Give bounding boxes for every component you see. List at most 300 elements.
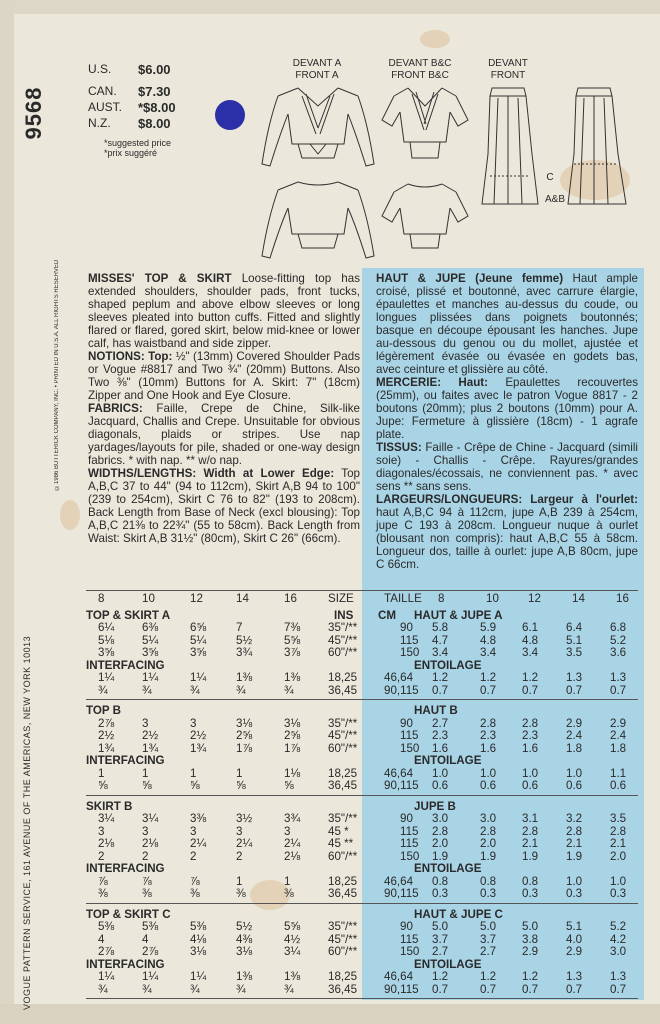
- yardage-value: ¾: [236, 982, 246, 996]
- yardage-value: 3⅛: [190, 945, 207, 958]
- section-heading-row: [86, 704, 638, 717]
- fabric-width: 45 *: [328, 824, 349, 838]
- yardage-value: ⅜: [190, 887, 200, 900]
- size-header: 10: [142, 592, 155, 605]
- meter-value: 1.9: [522, 849, 539, 863]
- interfacing-heading-row: [86, 958, 638, 971]
- blue-dot-icon: [215, 100, 245, 130]
- meter-value: 2.3: [522, 729, 539, 742]
- meter-value: 2.7: [432, 716, 449, 730]
- yardage-value: 1: [236, 874, 243, 888]
- table-row: [86, 767, 638, 780]
- interfacing-label: INTERFACING: [86, 658, 165, 672]
- meter-value: 0.6: [522, 779, 539, 792]
- yardage-value: ⅞: [98, 874, 108, 888]
- section-title-fr: HAUT & JUPE C: [414, 907, 503, 921]
- meter-value: 2.8: [522, 824, 539, 838]
- yardage-value: 1: [236, 766, 243, 780]
- suggested-price-note: *suggested price *prix suggéré: [104, 138, 172, 158]
- yardage-value: 1¾: [98, 741, 115, 755]
- fabric-width-cm: 150: [400, 646, 420, 659]
- meter-value: 5.0: [432, 920, 449, 933]
- yardage-value: 5⅜: [98, 920, 115, 933]
- meter-value: 0.3: [566, 887, 583, 900]
- meter-value: 4.0: [566, 932, 583, 946]
- tissus-section: TISSUS: Faille - Crêpe de Chine - Jacquard (simili soie) - Challis - Crêpe. Rayures/grandes diagonales/écossais, ne conviennent pas. * avec sens ** sans sens.: [376, 441, 638, 493]
- meter-value: 2.9: [610, 716, 627, 730]
- meter-value: 0.3: [480, 887, 497, 900]
- view-label-skirt-front: DEVANT FRONT: [488, 58, 528, 81]
- meter-value: 3.7: [480, 932, 497, 946]
- yardage-value: 3⅞: [284, 646, 301, 659]
- yardage-value: 1¼: [190, 970, 207, 983]
- table-row: [86, 717, 638, 730]
- meter-value: 1.2: [480, 671, 497, 684]
- yardage-value: 1⅛: [284, 766, 301, 780]
- meter-value: 1.2: [480, 970, 497, 983]
- yardage-value: ¾: [98, 683, 108, 697]
- table-row: [86, 983, 638, 996]
- top-a-front-illustration: [258, 84, 378, 174]
- meter-value: 3.1: [522, 812, 539, 825]
- fabric-width-cm: 150: [400, 741, 420, 755]
- meter-value: 3.4: [432, 646, 449, 659]
- yardage-value: 3: [190, 824, 197, 838]
- yardage-value: 3⅝: [142, 646, 159, 659]
- meter-value: 0.6: [432, 779, 449, 792]
- meter-value: 5.9: [480, 621, 497, 634]
- fabric-width: 35"/**: [328, 716, 358, 730]
- meter-value: 1.0: [480, 766, 497, 780]
- yardage-value: 6⅜: [142, 621, 159, 634]
- yardage-value: 1⅜: [236, 671, 253, 684]
- meter-value: 0.8: [432, 874, 449, 888]
- notions-section: NOTIONS: Top: ½" (13mm) Covered Shoulder Pads or Vogue #8817 and Two ¾" (20mm) Buttons. Also Two ⅜" (10mm) Buttons for A. Skirt: 7" (18cm) Zipper and One Hook and Eye Closure.: [88, 350, 360, 402]
- pattern-number: 9568: [21, 86, 46, 140]
- entoilage-label: ENTOILAGE: [414, 754, 482, 767]
- table-row: [86, 684, 638, 697]
- yardage-value: ⅜: [98, 887, 108, 900]
- interfacing-width: 18,25: [328, 671, 358, 684]
- mercerie-section: MERCERIE: Haut: Epaulettes recouvertes (25mm), ou faites avec le patron Vogue 8817 - 2 boutons (20mm); plus 2 boutons (10mm) pour A. Jupe: Fermeture à glissière (18cm) - 1 agrafe plate.: [376, 376, 638, 441]
- meter-value: 5.2: [610, 633, 627, 647]
- widths-section: WIDTHS/LENGTHS: Width at Lower Edge: Top A,B,C 37 to 44" (94 to 112cm), Skirt A,B 94 to 100" (239 to 254cm), Skirt C 76 to 82" (193 to 208cm). Back Length from Base of Neck (excl blousing): Top A,B,C 21⅜ to 22¾" (55 to 58cm). Back Length from Waist: Skirt A,B 31½" (80cm), Skirt C 26" (66cm).: [88, 467, 360, 545]
- yardage-value: 5⅛: [98, 633, 115, 647]
- taille-header: 12: [528, 592, 541, 605]
- meter-value: 1.3: [610, 970, 627, 983]
- meter-value: 3.0: [610, 945, 627, 958]
- fabric-width: 45"/**: [328, 932, 358, 946]
- yardage-value: 2¼: [236, 837, 253, 850]
- meter-value: 4.7: [432, 633, 449, 647]
- meter-value: 3.5: [610, 812, 627, 825]
- yardage-value: 3⅝: [98, 646, 115, 659]
- desc-heading: MISSES' TOP & SKIRT Loose-fitting top has extended shoulders, shoulder pads, front tucks, shaped peplum and above elbow sleeves or long sleeves pleated into button cuffs. Fitted and slightly flared or flared, gored skirt, below mid-knee or lower calf, has waistband and side zipper.: [88, 272, 360, 350]
- yardage-value: 3⅝: [190, 646, 207, 659]
- yardage-value: 6¼: [98, 621, 115, 634]
- size-header: 16: [284, 592, 297, 605]
- fabric-width: 60"/**: [328, 741, 358, 755]
- meter-value: 2.9: [522, 945, 539, 958]
- meter-value: 2.8: [480, 716, 497, 730]
- yardage-value: 3: [284, 824, 291, 838]
- table-row: [86, 920, 638, 933]
- yardage-value: 4: [142, 932, 149, 946]
- yardage-value: 2⅞: [98, 945, 115, 958]
- meter-value: 1.0: [566, 874, 583, 888]
- interfacing-width-cm: 46,64: [384, 766, 414, 780]
- yardage-value: 4½: [284, 932, 301, 946]
- table-row: [86, 933, 638, 946]
- meter-value: 1.3: [566, 671, 583, 684]
- yardage-value: 3: [142, 824, 149, 838]
- entoilage-label: ENTOILAGE: [414, 862, 482, 875]
- yardage-value: 2⅛: [98, 837, 115, 850]
- yardage-value: 1⅜: [284, 671, 301, 684]
- fabric-width-cm: 90: [400, 812, 413, 825]
- yardage-value: 3: [142, 716, 149, 730]
- taille-label: TAILLE: [384, 592, 422, 605]
- interfacing-width: 36,45: [328, 982, 358, 996]
- meter-value: 3.7: [432, 932, 449, 946]
- meter-value: 1.0: [432, 766, 449, 780]
- interfacing-label: INTERFACING: [86, 862, 165, 875]
- yardage-value: 3¾: [284, 812, 301, 825]
- meter-value: 2.0: [432, 837, 449, 850]
- yardage-value: ¾: [284, 982, 294, 996]
- meter-value: 0.6: [480, 779, 497, 792]
- yardage-value: 2⅞: [98, 716, 115, 730]
- view-label-c: C: [546, 172, 554, 183]
- meter-value: 2.7: [432, 945, 449, 958]
- yardage-value: 5⅝: [284, 920, 301, 933]
- size-header: 8: [98, 592, 105, 605]
- yardage-value: 1¼: [98, 671, 115, 684]
- meter-value: 0.7: [480, 683, 497, 697]
- fabric-width: 60"/**: [328, 945, 358, 958]
- meter-value: 0.7: [566, 683, 583, 697]
- section-heading-row: [86, 908, 638, 921]
- description-english: [88, 272, 360, 545]
- meter-value: 2.8: [522, 716, 539, 730]
- meter-value: 2.0: [480, 837, 497, 850]
- meter-value: 4.8: [522, 633, 539, 647]
- size-label: SIZE: [328, 592, 354, 605]
- yardage-value: 1⅜: [236, 970, 253, 983]
- yardage-value: 3¼: [142, 812, 159, 825]
- meter-value: 0.7: [432, 982, 449, 996]
- meter-value: 1.3: [566, 970, 583, 983]
- yardage-value: 2: [98, 849, 105, 863]
- table-row: [86, 671, 638, 684]
- meter-value: 2.8: [610, 824, 627, 838]
- fabric-width: 60"/**: [328, 849, 358, 863]
- section-heading-row: [86, 609, 638, 622]
- size-header: 14: [236, 592, 249, 605]
- meter-value: 3.5: [566, 646, 583, 659]
- interfacing-width-cm: 90,115: [384, 887, 419, 900]
- meter-value: 1.2: [522, 970, 539, 983]
- meter-value: 6.1: [522, 621, 539, 634]
- fabric-width-cm: 115: [400, 837, 419, 850]
- meter-value: 0.8: [522, 874, 539, 888]
- meter-value: 1.0: [522, 766, 539, 780]
- yardage-value: ⅞: [190, 874, 200, 888]
- largeurs-section: LARGEURS/LONGUEURS: Largeur à l'ourlet: haut A,B,C 94 à 112cm, jupe A,B 239 à 254cm, jupe C 193 à 208cm. Longueur nuque à ourlet (blousant non compris): haut A,B,C 55 à 58cm. Longueur dos, taille à ourlet: jupe A,B 80cm, jupe C 66cm.: [376, 493, 638, 571]
- yardage-value: 5⅜: [142, 920, 159, 933]
- meter-value: 2.8: [566, 824, 583, 838]
- meter-value: 0.7: [432, 683, 449, 697]
- view-label-front-a: DEVANT A FRONT A: [292, 58, 342, 81]
- meter-value: 5.0: [522, 920, 539, 933]
- meter-value: 0.7: [610, 683, 627, 697]
- table-row: [86, 779, 638, 792]
- meter-value: 1.0: [610, 874, 627, 888]
- left-flap: [0, 0, 14, 1024]
- meter-value: 2.9: [566, 945, 583, 958]
- meter-value: 2.1: [610, 837, 627, 850]
- table-row: [86, 837, 638, 850]
- fabric-width-cm: 150: [400, 849, 420, 863]
- table-row: [86, 812, 638, 825]
- yardage-value: ¾: [142, 683, 152, 697]
- stain: [60, 500, 80, 530]
- yardage-value: 3¼: [284, 945, 301, 958]
- view-label-ab: A&B: [544, 194, 565, 205]
- taille-header: 14: [572, 592, 585, 605]
- meter-value: 3.2: [566, 812, 583, 825]
- yardage-value: 1¼: [190, 671, 207, 684]
- meter-value: 1.8: [566, 741, 583, 755]
- meter-value: 0.3: [610, 887, 627, 900]
- entoilage-label: ENTOILAGE: [414, 658, 482, 672]
- fabric-width: 35"/**: [328, 621, 358, 634]
- ins-label: INS: [334, 608, 354, 622]
- yardage-value: 2¼: [190, 837, 207, 850]
- pattern-envelope-back: 9568 VOGUE PATTERN SERVICE, 161 AVENUE OF THE AMERICAS, NEW YORK 10013 ©1986 BUTTERICK COMPANY, INC. • PRINTED IN U.S.A. ALL RIGHTS RESERVED U.S. $6.00 CAN. $7.30 AUST. *$8.00 N.Z. $8.00 *suggested price *prix suggéré DEVANT A FRONT A DEVANT B&C FRONT B&C DEVANT FRONT C A&B MISSES' TOP & SKIRT Loose-fitting top has extended shoulders, shoulder pads, front tucks, shaped peplum and above elbow sleeves or long sleeves pleated into button cuffs. Fitted and slightly flared or flared, gored skirt, below mid-knee or lower calf, has waistband and side zipper. NOTIONS: Top: ½" (13mm) Covered Shoulder Pads or Vogue #8817 and Two ¾" (20mm) Buttons. Also Two ⅜" (10mm) Buttons for A. Skirt: 7" (18cm) Zipper and One Hook and Eye Closure. FABRICS: Faille, Crepe de Chine, Silk-like Jacquard, Challis and Crepe. Unsuitable for obvious diagonals, plaids or stripes. Use nap yardages/layouts for pile, shaded or one-way design fabrics. * with nap. ** w/o nap. WIDTHS/LENGTHS: Width at Lower Edge: Top A,B,C 37 to 44" (94 to 112cm), Skirt A,B 94 to 100" (239 to 254cm), Skirt C 76 to 82" (193 to 208cm). Back Length from Base of Neck (excl blousing): Top A,B,C 21⅜ to 22¾" (55 to 58cm). Back Length from Waist: Skirt A,B 31½" (80cm), Skirt C 26" (66cm). HAUT & JUPE (Jeune femme) Haut ample croisé, plissé et boutonné, avec carrure élargie, épaulettes et manches au-dessus du coude, ou longues plissées dans poignets boutonnés; basque en découpe épousant les hanches. Jupe au-dessous du genou ou du mollet, ajustée et légèrement évasée ou évasée en godets bas, avec ceinture et glissière au côté. MERCERIE: Haut: Epaulettes recouvertes (25mm), ou faites avec le patron Vogue 8817 - 2 boutons (20mm); plus 2 boutons (10mm) pour A. Jupe: Fermeture à glissière (18cm) - 1 agrafe plate. TISSUS: Faille - Crêpe de Chine - Jacquard (simili soie) - Challis - Crêpe. Rayures/grandes diagonales/écossais, ne conviennent pas. * avec sens ** sans sens. LARGEURS/LONGUEURS: Largeur à l'ourlet: haut A,B,C 94 à 112cm, jupe A,B 239 à 254cm, jupe C 193 à 208cm. Longueur nuque à ourlet (blousant non compris): haut A,B,C 55 à 58cm. Longueur dos, taille à ourlet: jupe A,B 80cm, jupe C 66cm. 8 10 12 14 16 SIZE TAILLE 8 10 12 14 16 TOP & SKIRT A HAUT & JUPE A INS CM 6¼ 6⅜ 6⅝ 7 7⅜ 35"/** 90 5.8 5.9 6.1 6.4 6.8 5⅛ 5¼ 5¼ 5½ 5⅝ 45"/** 115 4.7 4.8 4.8 5.1 5.2 3⅝ 3⅝ 3⅝ 3¾ 3⅞ 60"/** 150 3.4 3.4 3.4 3.5 3.6 INTERFACING ENTOILAGE 1¼ 1¼ 1¼ 1⅜ 1⅜ 18,25 46,64 1.2 1.2 1.2 1.3 1.3 ¾ ¾ ¾ ¾ ¾ 36,45 90,115 0.7 0.7 0.7 0.7 0.7 TOP B HAUT B 2⅞ 3 3 3⅛ 3⅛ 35"/** 90 2.7 2.8 2.8 2.9 2.9 2½ 2½ 2½ 2⅝ 2⅝ 45"/** 115 2.3 2.3 2.3 2.4 2.4 1¾ 1¾ 1¾ 1⅞ 1⅞ 60"/** 150 1.6 1.6 1.6 1.8 1.8 INTERFACING ENTOILAGE 1 1 1 1 1⅛ 18,25 46,64 1.0 1.0 1.0 1.0 1.1 ⅝ ⅝ ⅝ ⅝ ⅝ 36,45 90,115 0.6 0.6 0.6 0.6 0.6 SKIRT B JUPE B 3¼ 3¼ 3⅜ 3½ 3¾ 35"/** 90 3.0 3.0 3.1 3.2 3.5 3 3 3 3 3 45 * 115 2.8 2.8 2.8 2.8 2.8 2⅛ 2⅛ 2¼ 2¼ 2¼ 45 ** 115 2.0 2.0 2.1 2.1 2.1 2 2 2 2 2⅛ 60"/** 150 1.9 1.9 1.9 1.9 2.0 INTERFACING ENTOILAGE ⅞ ⅞ ⅞ 1 1 18,25 46,64 0.8 0.8 0.8 1.0 1.0 ⅜ ⅜ ⅜ ⅜ ⅜ 36,45 90,115 0.3 0.3 0.3 0.3 0.3 TOP & SKIRT C HAUT & JUPE C 5⅜ 5⅜ 5⅜ 5½ 5⅝ 35"/** 90 5.0 5.0 5.0 5.1 5.2 4 4 4⅛ 4⅜ 4½ 45"/** 115 3.7 3.7 3.8 4.0 4.2 2⅞ 2⅞ 3⅛ 3⅛ 3¼ 60"/** 150 2.7 2.7 2.9 2.9 3.0 INTERFACING ENTOILAGE 1¼ 1¼ 1¼ 1⅜ 1⅜ 18,25 46,64 1.2 1.2 1.2 1.3 1.3 ¾ ¾ ¾ ¾ ¾ 36,45 90,115 0.7 0.7 0.7 0.7 0.7: [0, 0, 660, 1024]
- interfacing-width: 36,45: [328, 779, 358, 792]
- meter-value: 1.9: [480, 849, 497, 863]
- fabrics-section: FABRICS: Faille, Crepe de Chine, Silk-like Jacquard, Challis and Crepe. Unsuitable for obvious diagonals, plaids or stripes. Use nap yardages/layouts for pile, shaded or one-way design fabrics. * with nap. ** w/o nap.: [88, 402, 360, 467]
- interfacing-label: INTERFACING: [86, 957, 165, 971]
- yardage-value: 3¼: [98, 812, 115, 825]
- yardage-value: 4⅜: [236, 932, 253, 946]
- interfacing-width-cm: 90,115: [384, 982, 419, 996]
- yardage-value: 5¼: [190, 633, 207, 647]
- fabric-width-cm: 115: [400, 633, 419, 647]
- top-a-back-illustration: [258, 178, 378, 264]
- section-title: TOP & SKIRT A: [86, 608, 171, 622]
- bottom-flap: [0, 1004, 660, 1024]
- yardage-value: 5½: [236, 920, 253, 933]
- interfacing-heading-row: [86, 659, 638, 672]
- yardage-value: 5¼: [142, 633, 159, 647]
- yardage-value: 2: [190, 849, 197, 863]
- section-title-fr: HAUT & JUPE A: [414, 608, 503, 622]
- meter-value: 0.8: [480, 874, 497, 888]
- yardage-value: 1⅞: [236, 741, 253, 755]
- interfacing-heading-row: [86, 754, 638, 767]
- yardage-value: 3⅛: [284, 716, 301, 730]
- meter-value: 1.6: [522, 741, 539, 755]
- table-row: [86, 646, 638, 659]
- side-strip: [21, 40, 60, 1010]
- yardage-value: ⅜: [142, 887, 152, 900]
- meter-value: 1.8: [610, 741, 627, 755]
- interfacing-width: 18,25: [328, 766, 358, 780]
- section-title: TOP B: [86, 704, 122, 717]
- yardage-value: 1¼: [142, 671, 159, 684]
- yardage-value: 4: [98, 932, 105, 946]
- interfacing-width: 18,25: [328, 970, 358, 983]
- yardage-value: 2⅞: [142, 945, 159, 958]
- fabric-width-cm: 115: [400, 824, 419, 838]
- fabric-width: 45"/**: [328, 729, 358, 742]
- yardage-value: ¾: [142, 982, 152, 996]
- meter-value: 2.1: [522, 837, 539, 850]
- yardage-value: 3¾: [236, 646, 253, 659]
- yardage-value: 5½: [236, 633, 253, 647]
- meter-value: 2.3: [432, 729, 449, 742]
- yardage-value: ⅝: [142, 779, 152, 792]
- fabric-width-cm: 90: [400, 716, 413, 730]
- fabric-width: 35"/**: [328, 812, 358, 825]
- meter-value: 0.3: [522, 887, 539, 900]
- yardage-value: 1: [284, 874, 291, 888]
- meter-value: 2.4: [610, 729, 627, 742]
- meter-value: 2.8: [480, 824, 497, 838]
- meter-value: 1.2: [432, 671, 449, 684]
- yardage-value: 2⅝: [236, 729, 253, 742]
- meter-value: 2.9: [566, 716, 583, 730]
- table-header-row: [86, 592, 638, 605]
- yardage-value: 3½: [236, 812, 253, 825]
- yardage-value: 1: [98, 766, 105, 780]
- taille-header: 8: [438, 592, 445, 605]
- meter-value: 3.6: [610, 646, 627, 659]
- meter-value: 1.0: [566, 766, 583, 780]
- taille-header: 10: [486, 592, 499, 605]
- meter-value: 2.7: [480, 945, 497, 958]
- meter-value: 2.0: [610, 849, 627, 863]
- table-row: [86, 875, 638, 888]
- yardage-value: ¾: [190, 683, 200, 697]
- yardage-table: [86, 592, 638, 999]
- yardage-value: 2: [142, 849, 149, 863]
- yardage-value: 2⅝: [284, 729, 301, 742]
- publisher-address: VOGUE PATTERN SERVICE, 161 AVENUE OF THE AMERICAS, NEW YORK 10013: [22, 635, 32, 1010]
- fabric-width-cm: 90: [400, 621, 413, 634]
- fabric-width: 60"/**: [328, 646, 358, 659]
- yardage-value: 1: [190, 766, 197, 780]
- table-row: [86, 742, 638, 755]
- section-heading-row: [86, 800, 638, 813]
- yardage-value: ¾: [284, 683, 294, 697]
- table-row: [86, 945, 638, 958]
- interfacing-label: INTERFACING: [86, 754, 165, 767]
- meter-value: 1.3: [610, 671, 627, 684]
- yardage-value: ⅝: [236, 779, 246, 792]
- yardage-value: 3: [236, 824, 243, 838]
- meter-value: 2.8: [432, 824, 449, 838]
- meter-value: 3.8: [522, 932, 539, 946]
- section-title-fr: HAUT B: [414, 704, 458, 717]
- interfacing-width: 36,45: [328, 683, 358, 697]
- yardage-value: 1⅞: [284, 741, 301, 755]
- description-french: [376, 272, 638, 571]
- meter-value: 3.0: [432, 812, 449, 825]
- yardage-value: 1⅜: [284, 970, 301, 983]
- interfacing-width-cm: 46,64: [384, 671, 414, 684]
- meter-value: 1.2: [432, 970, 449, 983]
- table-row: [86, 729, 638, 742]
- top-bc-back-illustration: [380, 180, 470, 254]
- meter-value: 3.0: [480, 812, 497, 825]
- meter-value: 0.3: [432, 887, 449, 900]
- meter-value: 5.8: [432, 621, 449, 634]
- meter-value: 0.7: [522, 982, 539, 996]
- interfacing-width-cm: 46,64: [384, 874, 414, 888]
- interfacing-width-cm: 90,115: [384, 779, 419, 792]
- yardage-value: 2¼: [284, 837, 301, 850]
- yardage-value: ⅝: [98, 779, 108, 792]
- yardage-value: 2½: [98, 729, 115, 742]
- yardage-value: 1¾: [190, 741, 207, 755]
- meter-value: 1.6: [480, 741, 497, 755]
- table-row: [86, 970, 638, 983]
- fabric-width: 45"/**: [328, 633, 358, 647]
- fabric-width-cm: 150: [400, 945, 420, 958]
- yardage-value: 3⅛: [236, 716, 253, 730]
- fabric-width-cm: 115: [400, 932, 419, 946]
- yardage-value: 1¼: [142, 970, 159, 983]
- yardage-value: 1¼: [98, 970, 115, 983]
- meter-value: 6.4: [566, 621, 583, 634]
- cm-label: CM: [378, 608, 397, 622]
- yardage-value: ¾: [190, 982, 200, 996]
- yardage-value: ¾: [236, 683, 246, 697]
- yardage-value: 4⅛: [190, 932, 207, 946]
- yardage-value: 2: [236, 849, 243, 863]
- section-title: SKIRT B: [86, 799, 133, 813]
- meter-value: 0.6: [610, 779, 627, 792]
- fabric-width: 35"/**: [328, 920, 358, 933]
- yardage-value: ⅝: [190, 779, 200, 792]
- meter-value: 1.1: [610, 766, 627, 780]
- yardage-value: ⅞: [142, 874, 152, 888]
- fabric-width-cm: 115: [400, 729, 419, 742]
- meter-value: 6.8: [610, 621, 627, 634]
- yardage-value: 3: [190, 716, 197, 730]
- yardage-value: 7⅜: [284, 621, 301, 634]
- yardage-value: 2½: [190, 729, 207, 742]
- yardage-value: 1: [142, 766, 149, 780]
- section-title-fr: JUPE B: [414, 799, 456, 813]
- yardage-value: 3⅜: [190, 812, 207, 825]
- interfacing-width-cm: 90,115: [384, 683, 419, 697]
- yardage-value: 2⅛: [284, 849, 301, 863]
- table-row: [86, 634, 638, 647]
- table-row: [86, 850, 638, 863]
- meter-value: 4.2: [610, 932, 627, 946]
- section-title: TOP & SKIRT C: [86, 907, 171, 921]
- meter-value: 2.3: [480, 729, 497, 742]
- meter-value: 5.1: [566, 920, 583, 933]
- interfacing-width: 36,45: [328, 887, 358, 900]
- interfacing-width-cm: 46,64: [384, 970, 414, 983]
- yardage-value: ⅜: [236, 887, 246, 900]
- meter-value: 1.2: [522, 671, 539, 684]
